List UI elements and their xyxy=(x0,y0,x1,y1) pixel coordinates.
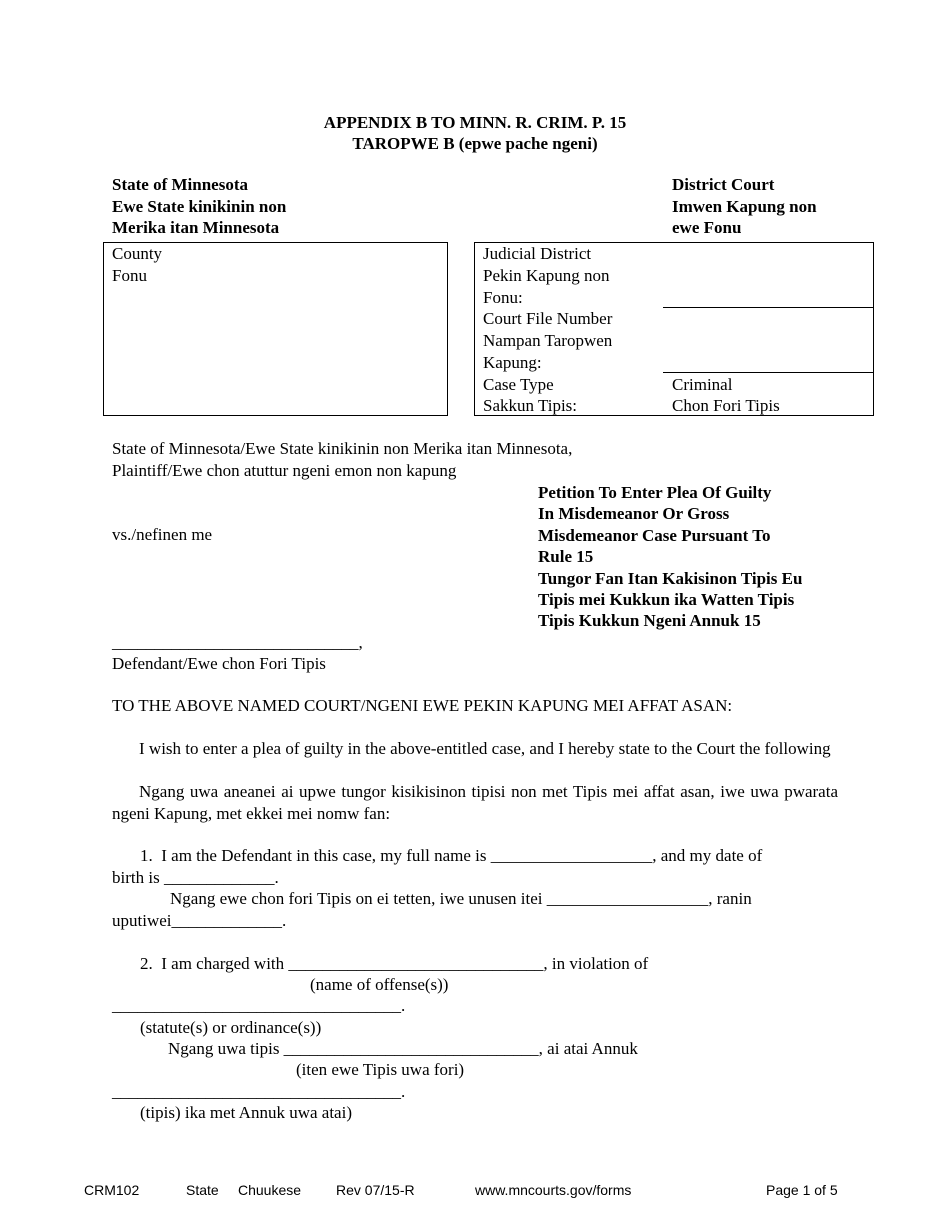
item1-english-line2[interactable]: birth is _____________. xyxy=(112,868,279,887)
item2-english-line1[interactable]: 2. I am charged with ______________________________, in violation of xyxy=(140,954,649,973)
petition-title-6: Tipis mei Kukkun ika Watten Tipis xyxy=(538,590,795,609)
judicial-district-label-ch2: Fonu: xyxy=(483,288,523,307)
appendix-subtitle: TAROPWE B (epwe pache ngeni) xyxy=(352,134,598,153)
item1-chuukese-line1[interactable]: Ngang ewe chon fori Tipis on ei tetten, iwe unusen itei ___________________, ranin xyxy=(170,889,752,908)
footer-page-number: Page 1 of 5 xyxy=(766,1182,838,1198)
item2-chuukese-statute-line[interactable]: __________________________________. xyxy=(112,1082,406,1101)
plaintiff-label: Plaintiff/Ewe chon atuttur ngeni emon non kapung xyxy=(112,461,457,480)
defendant-label: Defendant/Ewe chon Fori Tipis xyxy=(112,654,326,673)
case-type-value-en: Criminal xyxy=(672,375,733,394)
petition-title-1: Petition To Enter Plea Of Guilty xyxy=(538,483,772,502)
footer-form-code: CRM102 xyxy=(84,1182,140,1198)
item1-chuukese-line2[interactable]: uputiwei_____________. xyxy=(112,911,287,930)
court-file-label-ch2: Kapung: xyxy=(483,353,542,372)
case-type-label-ch: Sakkun Tipis: xyxy=(483,396,578,415)
petition-title-7: Tipis Kukkun Ngeni Annuk 15 xyxy=(538,611,761,630)
footer-state: State xyxy=(186,1182,219,1198)
state-label-en: State of Minnesota xyxy=(112,175,248,194)
item2-chuukese-line1[interactable]: Ngang uwa tipis ______________________________, ai atai Annuk xyxy=(168,1039,638,1058)
appendix-title: APPENDIX B TO MINN. R. CRIM. P. 15 xyxy=(323,113,627,132)
court-label-ch1: Imwen Kapung non xyxy=(672,197,817,216)
versus-label: vs./nefinen me xyxy=(112,525,213,544)
footer-url[interactable]: www.mncourts.gov/forms xyxy=(475,1182,632,1198)
item1-english-line1[interactable]: 1. I am the Defendant in this case, my full name is ___________________, and my date of xyxy=(140,846,763,865)
item2-chuukese-offense-hint: (iten ewe Tipis uwa fori) xyxy=(296,1060,465,1079)
judicial-district-label-en: Judicial District xyxy=(483,244,592,263)
item2-statute-line[interactable]: __________________________________. xyxy=(112,996,406,1015)
court-label-en: District Court xyxy=(672,175,775,194)
intro-chuukese: Ngang uwa aneanei ai upwe tungor kisikisinon tipisi non met Tipis mei affat asan, iwe uwa pwarata ngeni Kapung, met ekkei mei nomw fan: xyxy=(112,782,838,823)
state-label-ch1: Ewe State kinikinin non xyxy=(112,197,287,216)
case-type-value-ch: Chon Fori Tipis xyxy=(672,396,780,415)
petition-title-2: In Misdemeanor Or Gross xyxy=(538,504,730,523)
item2-statute-hint: (statute(s) or ordinance(s)) xyxy=(140,1018,322,1037)
petition-title-3: Misdemeanor Case Pursuant To xyxy=(538,526,771,545)
county-box[interactable] xyxy=(103,242,448,416)
item2-chuukese-statute-hint: (tipis) ika met Annuk uwa atai) xyxy=(140,1103,352,1122)
court-address: TO THE ABOVE NAMED COURT/NGENI EWE PEKIN KAPUNG MEI AFFAT ASAN: xyxy=(112,696,733,715)
court-file-label-en: Court File Number xyxy=(483,309,613,328)
intro-english: I wish to enter a plea of guilty in the above-entitled case, and I hereby state to the Court the following xyxy=(139,739,831,758)
judicial-district-label-ch1: Pekin Kapung non xyxy=(483,266,610,285)
petition-title-5: Tungor Fan Itan Kakisinon Tipis Eu xyxy=(538,569,803,588)
defendant-name-line[interactable]: _____________________________, xyxy=(112,633,363,652)
court-label-ch2: ewe Fonu xyxy=(672,218,742,237)
case-type-label-en: Case Type xyxy=(483,375,554,394)
state-label-ch2: Merika itan Minnesota xyxy=(112,218,280,237)
plaintiff-name: State of Minnesota/Ewe State kinikinin non Merika itan Minnesota, xyxy=(112,439,573,458)
item2-offense-hint: (name of offense(s)) xyxy=(310,975,449,994)
footer-language: Chuukese xyxy=(238,1182,302,1198)
county-label-ch: Fonu xyxy=(112,266,147,285)
footer-revision: Rev 07/15-R xyxy=(336,1182,415,1198)
court-file-label-ch1: Nampan Taropwen xyxy=(483,331,613,350)
county-label-en: County xyxy=(112,244,163,263)
judicial-district-field[interactable] xyxy=(663,307,874,308)
petition-title-4: Rule 15 xyxy=(538,547,594,566)
court-file-number-field[interactable] xyxy=(663,372,874,373)
